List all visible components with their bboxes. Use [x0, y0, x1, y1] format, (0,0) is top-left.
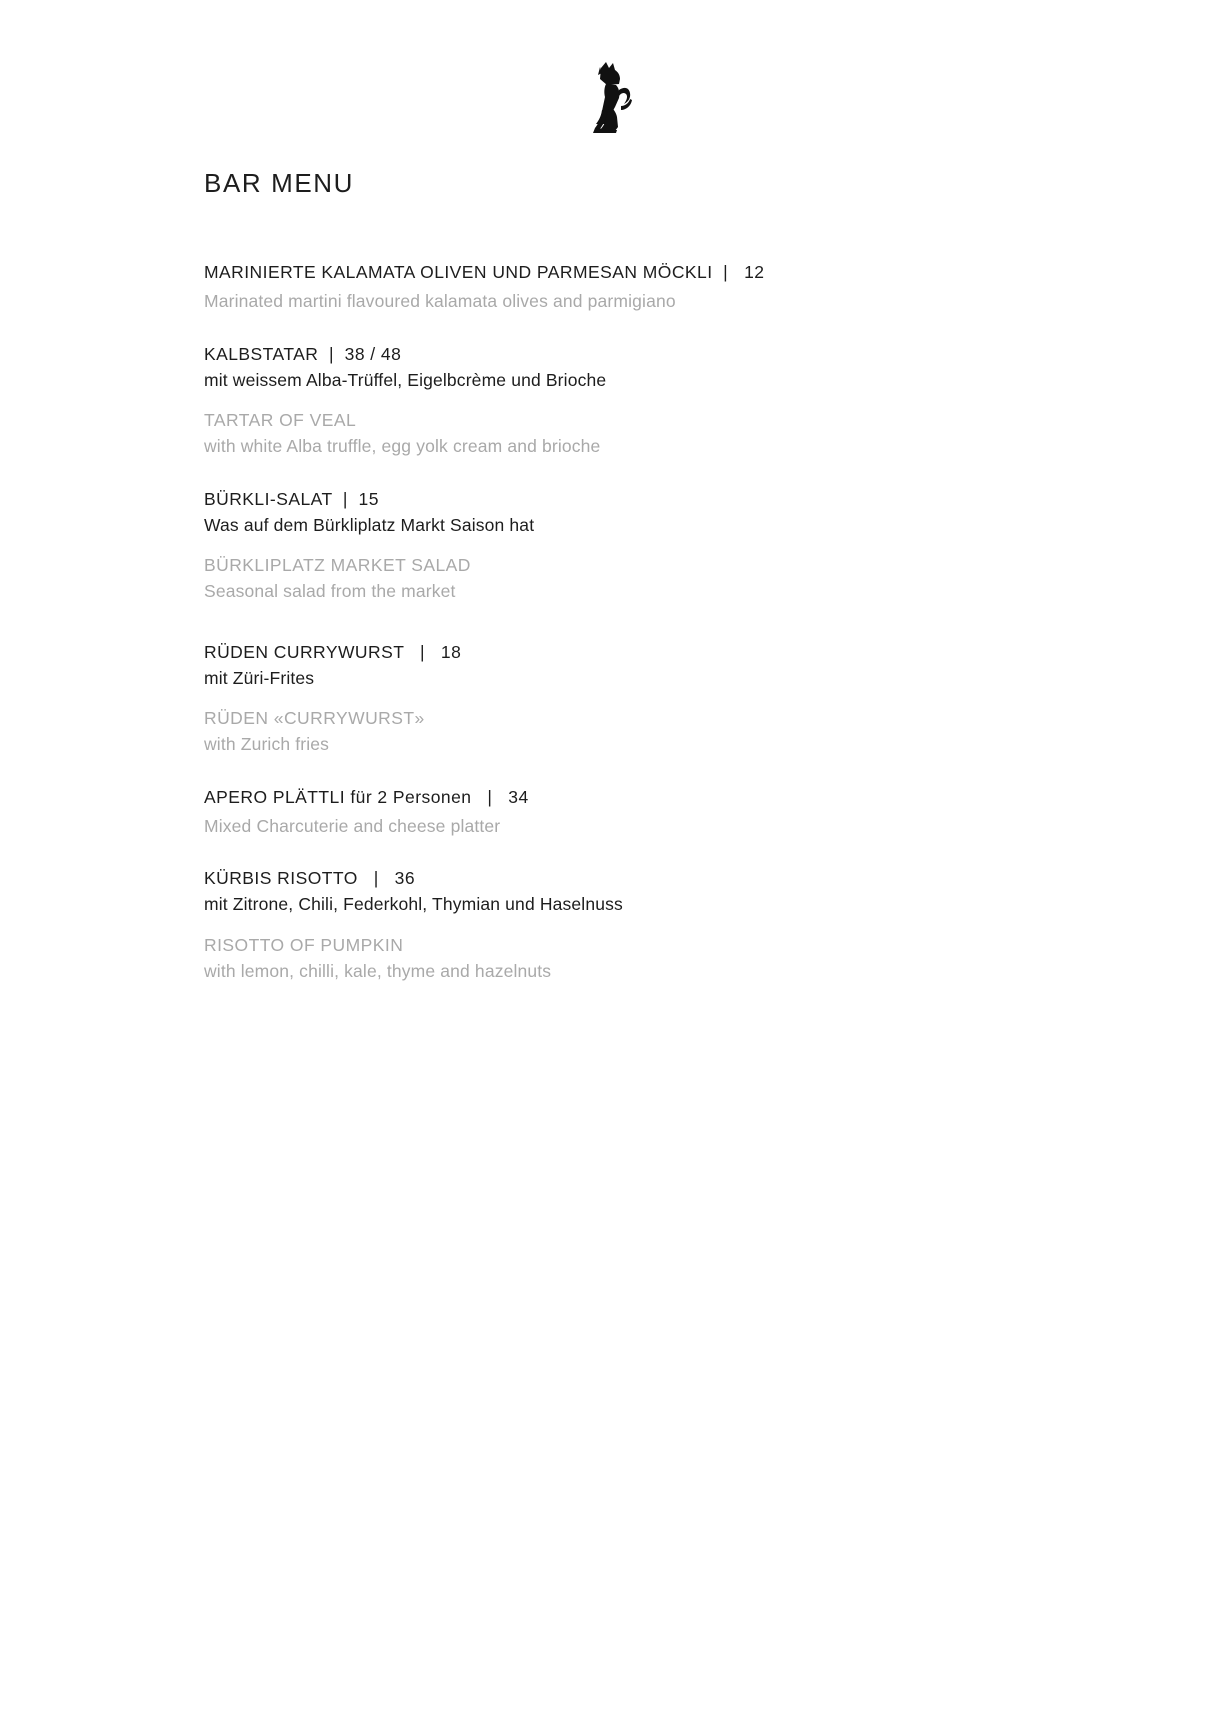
- item-desc-de: mit Zitrone, Chili, Federkohl, Thymian und Haselnuss: [204, 894, 623, 915]
- item-english-block: [204, 705, 1024, 758]
- item-desc-en: with white Alba truffle, egg yolk cream and brioche: [204, 436, 601, 457]
- item-name-en: TARTAR OF VEAL: [204, 410, 357, 431]
- item-name-de: MARINIERTE KALAMATA OLIVEN UND PARMESAN MÖCKLI | 12: [204, 262, 765, 283]
- menu-item: [204, 341, 1024, 460]
- item-name-en: BÜRKLIPLATZ MARKET SALAD: [204, 555, 471, 576]
- page-title: BAR MENU: [204, 168, 355, 198]
- menu-item: [204, 784, 1024, 840]
- item-name-de: BÜRKLI-SALAT | 15: [204, 488, 379, 509]
- item-english-block: [204, 552, 1024, 605]
- item-desc-en: Seasonal salad from the market: [204, 581, 456, 602]
- item-desc-de: mit Züri-Frites: [204, 667, 315, 688]
- item-desc-de: Was auf dem Bürkliplatz Markt Saison hat: [204, 514, 535, 535]
- menu-item: [204, 639, 1024, 758]
- item-desc-de: mit weissem Alba-Trüffel, Eigelbcrème und Brioche: [204, 369, 607, 390]
- item-name-en: RISOTTO OF PUMPKIN: [204, 934, 404, 955]
- item-name-en: RÜDEN «CURRYWURST»: [204, 708, 425, 729]
- item-english-block: [204, 932, 1024, 985]
- item-desc-en: Marinated martini flavoured kalamata olives and parmigiano: [204, 291, 676, 312]
- menu-item: [204, 259, 1024, 315]
- menu-item: [204, 865, 1024, 984]
- menu-item: [204, 486, 1024, 605]
- menu-content: [204, 168, 1024, 1010]
- item-desc-en: Mixed Charcuterie and cheese platter: [204, 815, 501, 836]
- item-name-de: KALBSTATAR | 38 / 48: [204, 343, 402, 364]
- item-desc-en: with lemon, chilli, kale, thyme and hazelnuts: [204, 960, 552, 981]
- item-name-de: RÜDEN CURRYWURST | 18: [204, 641, 462, 662]
- item-name-de: KÜRBIS RISOTTO | 36: [204, 868, 416, 889]
- item-name-de: APERO PLÄTTLI für 2 Personen | 34: [204, 786, 529, 807]
- heraldic-dog-crest-icon: [579, 60, 643, 140]
- crest-container: [0, 60, 1222, 140]
- item-desc-en: with Zurich fries: [204, 734, 330, 755]
- item-english-block: [204, 407, 1024, 460]
